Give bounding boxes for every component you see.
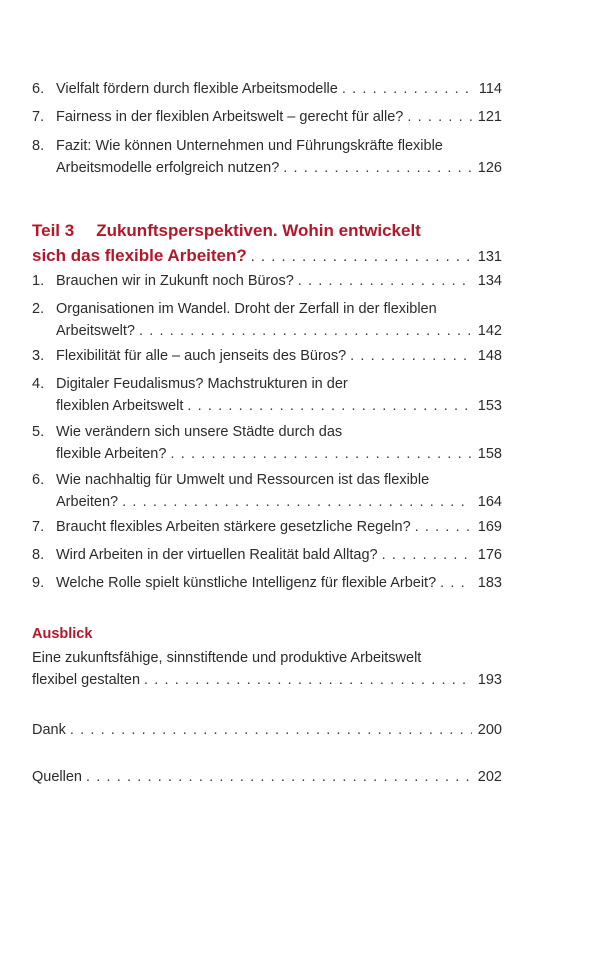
entry-page: 202: [477, 769, 502, 785]
toc-entry-quellen[interactable]: [32, 766, 502, 788]
dot-leader: [144, 669, 472, 691]
part-page: 131: [477, 249, 502, 265]
toc-entry[interactable]: [32, 544, 502, 566]
entry-title: Welche Rolle spielt künstliche Intelligenz für flexible Arbeit?: [56, 575, 437, 591]
entry-title: Braucht flexibles Arbeiten stärkere gesetzliche Regeln?: [56, 519, 411, 535]
entry-page: 193: [477, 672, 502, 688]
dot-leader: [86, 766, 472, 788]
dot-leader: [283, 157, 472, 179]
toc-entry[interactable]: [32, 516, 502, 538]
part-label: Teil 3: [32, 221, 75, 240]
entry-title: Digitaler Feudalismus? Machstrukturen in der: [56, 376, 348, 392]
entry-title: Fairness in der flexiblen Arbeitswelt – gerecht für alle?: [56, 109, 404, 125]
entry-title: Wie verändern sich unsere Städte durch das: [56, 424, 343, 440]
entry-number: 9.: [32, 575, 45, 591]
entry-title-continued: flexibel gestalten: [32, 672, 141, 688]
toc-entry[interactable]: [32, 373, 502, 417]
entry-title: Organisationen im Wandel. Droht der Zerfall in der flexiblen: [56, 301, 437, 317]
toc-entry[interactable]: [32, 345, 502, 367]
dot-leader: [170, 443, 471, 465]
entry-title: Flexibilität für alle – auch jenseits des Büros?: [56, 348, 347, 364]
entry-title: Wird Arbeiten in der virtuellen Realität bald Alltag?: [56, 547, 378, 563]
entry-page: 169: [477, 519, 502, 535]
dot-leader: [187, 395, 471, 417]
ausblick-heading: Ausblick: [32, 626, 93, 642]
entry-page: 148: [477, 348, 502, 364]
dot-leader: [350, 345, 472, 367]
part-heading[interactable]: [32, 218, 502, 270]
dot-leader: [251, 245, 472, 270]
entry-title: Quellen: [32, 769, 82, 785]
entry-number: 1.: [32, 273, 45, 289]
entry-page: 134: [477, 273, 502, 289]
entry-number: 6.: [32, 81, 45, 97]
entry-number: 8.: [32, 547, 45, 563]
toc-entry[interactable]: [32, 106, 502, 128]
entry-page: 164: [477, 494, 502, 510]
entry-page: 200: [477, 722, 502, 738]
entry-number: 7.: [32, 519, 45, 535]
dot-leader: [70, 719, 472, 741]
entry-title-continued: flexible Arbeiten?: [56, 446, 167, 462]
entry-title-continued: Arbeiten?: [56, 494, 119, 510]
entry-title: Dank: [32, 722, 66, 738]
entry-number: 5.: [32, 424, 45, 440]
entry-page: 183: [477, 575, 502, 591]
toc-entry[interactable]: [32, 572, 502, 594]
toc-entry[interactable]: [32, 270, 502, 292]
toc-entry[interactable]: [32, 298, 502, 342]
entry-title: Vielfalt fördern durch flexible Arbeitsmodelle: [56, 81, 338, 97]
entry-number: 2.: [32, 301, 45, 317]
entry-number: 3.: [32, 348, 45, 364]
entry-number: 7.: [32, 109, 45, 125]
entry-page: 153: [477, 398, 502, 414]
entry-page: 121: [477, 109, 502, 125]
entry-title: Brauchen wir in Zukunft noch Büros?: [56, 273, 294, 289]
entry-title-continued: flexiblen Arbeitswelt: [56, 398, 184, 414]
entry-page: 114: [478, 81, 502, 97]
dot-leader: [122, 491, 472, 513]
part-title-continued: sich das flexible Arbeiten?: [32, 246, 247, 265]
entry-number: 8.: [32, 138, 45, 154]
dot-leader: [342, 78, 473, 100]
dot-leader: [139, 320, 472, 342]
toc-entry-dank[interactable]: [32, 719, 502, 741]
entry-page: 142: [477, 323, 502, 339]
toc-entry[interactable]: [32, 421, 502, 465]
entry-title-continued: Arbeitswelt?: [56, 323, 135, 339]
entry-page: 158: [477, 446, 502, 462]
entry-title: Fazit: Wie können Unternehmen und Führungskräfte flexible: [56, 138, 443, 154]
toc-entry[interactable]: [32, 78, 502, 100]
entry-page: 176: [477, 547, 502, 563]
part-title: Zukunftsperspektiven. Wohin entwickelt: [96, 221, 421, 240]
toc-entry-ausblick[interactable]: [32, 647, 502, 691]
toc-entry[interactable]: [32, 469, 502, 513]
dot-leader: [407, 106, 471, 128]
entry-title: Eine zukunftsfähige, sinnstiftende und produktive Arbeitswelt: [32, 650, 422, 666]
dot-leader: [415, 516, 472, 538]
dot-leader: [298, 270, 472, 292]
toc-entry[interactable]: [32, 135, 502, 179]
entry-number: 4.: [32, 376, 45, 392]
dot-leader: [382, 544, 472, 566]
entry-number: 6.: [32, 472, 45, 488]
entry-page: 126: [477, 160, 502, 176]
dot-leader: [440, 572, 472, 594]
entry-title-continued: Arbeitsmodelle erfolgreich nutzen?: [56, 160, 280, 176]
entry-title: Wie nachhaltig für Umwelt und Ressourcen ist das flexible: [56, 472, 430, 488]
